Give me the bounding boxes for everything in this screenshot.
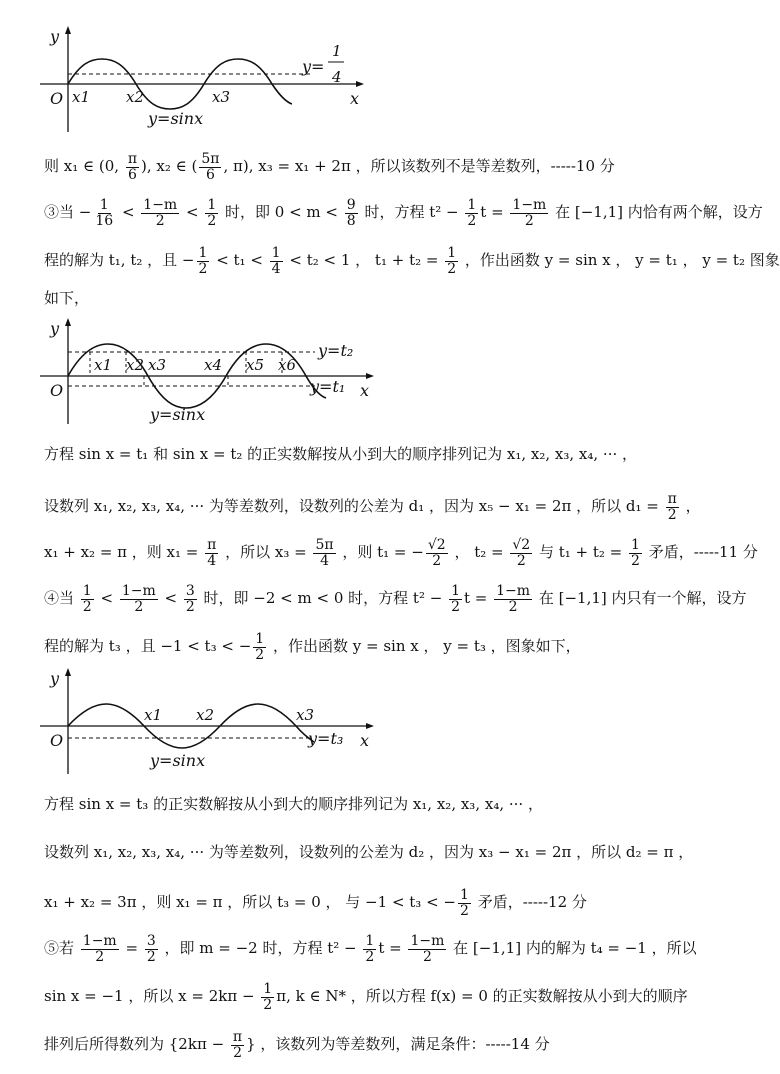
text-line-12: x₁ + x₂ = 3π ，则 x₁ = π ，所以 t₃ = 0 ， 与 −1 < t₃ < − $\frac{1}{2}$ 矛盾，-----12 分: [44, 887, 587, 919]
sine-graph-3: [30, 666, 380, 778]
x-axis-label: x: [360, 731, 370, 750]
fraction: $\frac{\pi}{6}$: [127, 151, 138, 183]
text-line-10: 方程 sin x = t₃ 的正实数解按从小到大的顺序排列记为 x₁, x₂, x₃, x₄, ··· ，: [44, 795, 543, 813]
point-x3-label: x3: [296, 706, 315, 724]
text-line-6: 设数列 x₁, x₂, x₃, x₄, ··· 为等差数列，设数列的公差为 d₁ ，因为 x₅ − x₁ = 2π ，所以 d₁ = $\frac{\pi}{2}$ ，: [44, 491, 701, 523]
fraction: $\frac{5\pi}{6}$: [201, 151, 220, 183]
text-line-3: 程的解为 t₁, t₂ ，且 − $\frac{1}{2}$ < t₁ < $\frac{1}{4}$ < t₂ < 1 ， t₁ + t₂ = $\frac{1}{2}$ ，作出函数 y = sin x ， y = t₁ ， y = t₂ 图象: [44, 245, 780, 277]
origin-label: O: [50, 731, 64, 750]
text-line-15: 排列后所得数列为 {2kπ − $\frac{\pi}{2}$ } ，该数列为等差数列，满足条件：-----14 分: [44, 1029, 550, 1061]
point-x1-label: x1: [72, 88, 91, 106]
curve-label: y=sinx: [148, 109, 204, 128]
sine-graph-1: [30, 24, 370, 136]
point-x2-label: x2: [126, 88, 145, 106]
y-axis-label: y: [50, 669, 60, 688]
point-x6-label: x6: [278, 356, 297, 374]
text: , π), x₃ = x₁ + 2π ，所以该数列不是等差数列，-----10 分: [223, 157, 615, 176]
text-line-1: [44, 152, 615, 182]
text-line-7: x₁ + x₂ = π ，则 x₁ = $\frac{\pi}{4}$ ，所以 x₃ = $\frac{5\pi}{4}$ ，则 t₁ = − $\frac{√2}{2}$ ， t₂ = $\frac{√2}{2}$ 与 t₁ + t₂ = $\frac{1}{2}$ 矛盾，-----11 分: [44, 537, 758, 569]
line-label-numerator: 1: [332, 42, 342, 60]
text-line-14: sin x = −1 ，所以 x = 2kπ − $\frac{1}{2}$ π, k ∈ N* ，所以方程 f(x) = 0 的正实数解按从小到大的顺序: [44, 981, 688, 1013]
point-x5-label: x5: [246, 356, 265, 374]
origin-label: O: [50, 381, 64, 400]
point-x3-label: x3: [212, 88, 231, 106]
x-axis-label: x: [360, 381, 370, 400]
text-line-9: 程的解为 t₃ ，且 −1 < t₃ < − $\frac{1}{2}$ ，作出函数 y = sin x ， y = t₃ ，图象如下，: [44, 631, 581, 663]
line-label-prefix: y=: [302, 57, 325, 76]
x-axis-label: x: [350, 89, 360, 108]
sine-graph-2: [30, 316, 380, 428]
point-x1-label: x1: [94, 356, 113, 374]
text: ), x₂ ∈ (: [141, 157, 198, 176]
text-line-5: 方程 sin x = t₁ 和 sin x = t₂ 的正实数解按从小到大的顺序排列记为 x₁, x₂, x₃, x₄, ··· ，: [44, 445, 638, 463]
curve-label: y=sinx: [150, 405, 206, 424]
y-axis-label: y: [50, 27, 60, 46]
y-axis-label: y: [50, 319, 60, 338]
line-label: y=t₃: [308, 729, 344, 748]
text: 则 x₁ ∈ (0,: [44, 157, 124, 176]
curve-label: y=sinx: [150, 751, 206, 770]
text-line-2: ③当 − $\frac{1}{16}$ < $\frac{1-m}{2}$ < $\frac{1}{2}$ 时，即 0 < m < $\frac{9}{8}$ 时，方程 t² − $\frac{1}{2}$ t = $\frac{1-m}{2}$ 在 [−1,1] 内恰有两个解，设方: [44, 197, 763, 229]
text-line-8: ④当 $\frac{1}{2}$ < $\frac{1-m}{2}$ < $\frac{3}{2}$ 时，即 −2 < m < 0 时，方程 t² − $\frac{1}{2}$ t = $\frac{1-m}{2}$ 在 [−1,1] 内只有一个解，设方: [44, 583, 747, 615]
line-label-denominator: 4: [332, 68, 342, 86]
point-x2-label: x2: [126, 356, 145, 374]
point-x4-label: x4: [204, 356, 223, 374]
point-x2-label: x2: [196, 706, 215, 724]
text-line-11: 设数列 x₁, x₂, x₃, x₄, ··· 为等差数列，设数列的公差为 d₂ ，因为 x₃ − x₁ = 2π ，所以 d₂ = π ，: [44, 843, 694, 861]
point-x1-label: x1: [144, 706, 163, 724]
upper-line-label: y=t₂: [318, 341, 354, 360]
lower-line-label: y=t₁: [310, 377, 346, 396]
text-line-13: ⑤若 $\frac{1-m}{2}$ = $\frac{3}{2}$ ，即 m = −2 时，方程 t² − $\frac{1}{2}$ t = $\frac{1-m}{2}$ 在 [−1,1] 内的解为 t₄ = −1 ，所以: [44, 933, 697, 965]
origin-label: O: [50, 89, 64, 108]
text-line-4: 如下，: [44, 289, 90, 307]
point-x3-label: x3: [148, 356, 167, 374]
